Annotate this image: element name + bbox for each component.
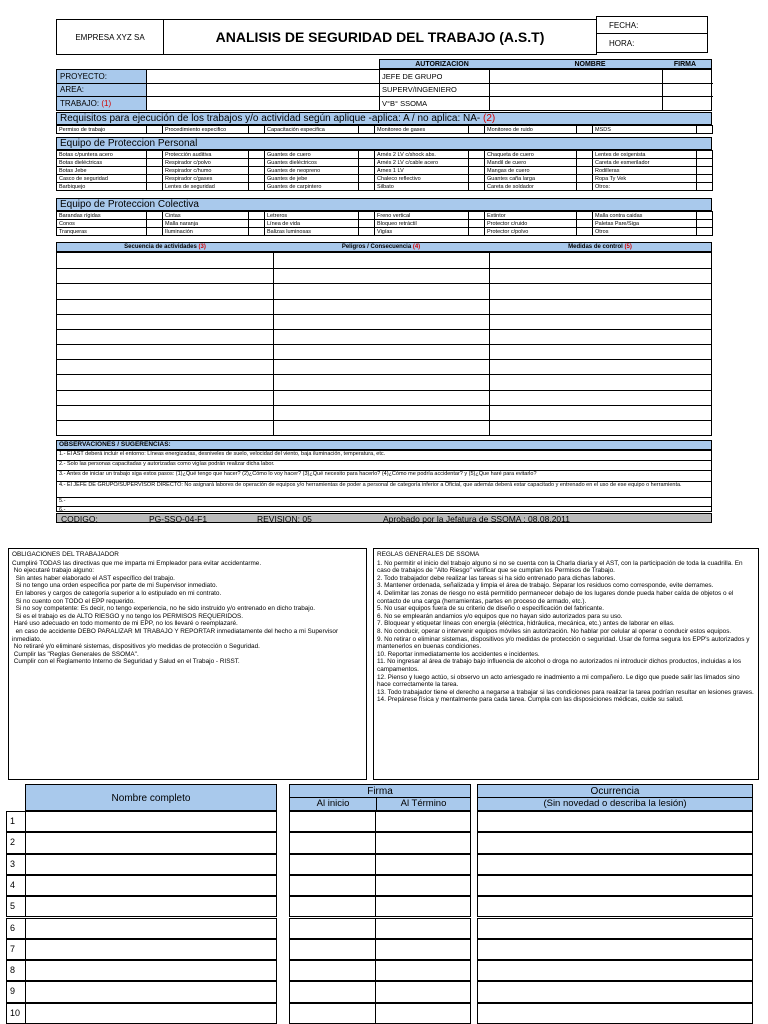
reglas-box <box>373 548 759 780</box>
epc-item: Vigías <box>375 228 469 236</box>
firma-inicio-field[interactable] <box>289 981 376 1002</box>
nombre-field[interactable] <box>25 832 277 853</box>
row-number: 7 <box>10 943 16 954</box>
epp-item: Casco de seguridad <box>57 175 147 183</box>
epp-check[interactable] <box>697 183 713 191</box>
activities-col1 <box>57 243 273 251</box>
epc-check[interactable] <box>469 212 485 220</box>
epp-check[interactable] <box>249 175 265 183</box>
epp-row <box>57 183 713 191</box>
obligacion-line: Cumplir las "Reglas Generales de SSOMA". <box>12 650 139 658</box>
epp-check[interactable] <box>577 183 593 191</box>
activity-row-line <box>57 374 711 375</box>
row-number: 5 <box>10 901 16 912</box>
firma-termino-field[interactable] <box>375 875 471 896</box>
epc-item: Balizas luminosas <box>265 228 359 236</box>
requisitos-title-text: Requisitos para ejecución de los trabajos y/o actividad según aplique -aplica: A / no aplica: NA- <box>60 113 481 124</box>
nombre-field[interactable] <box>25 981 277 1002</box>
regla-line: 6. No se emplearán andamios y/o equipos que no hayan sido autorizados para su uso. <box>377 612 623 620</box>
epp-row <box>57 159 713 167</box>
regla-line: 11. No ingresar al área de trabajo bajo influencia de alcohol o droga no autorizados ni introducir dichos productos, incluidas a los campamentos. <box>377 658 743 673</box>
firma-header <box>289 784 471 811</box>
epp-check[interactable] <box>469 151 485 159</box>
ocurrencia-field[interactable] <box>477 981 753 1002</box>
ocurrencia-field[interactable] <box>477 854 753 875</box>
obligacion-line: No retiraré y/o eliminaré sistemas, dispositivos y/o medidas de protección o Seguridad. <box>12 643 260 651</box>
obs-item: 2.- Solo las personas capacitadas y autorizadas como vigías podrán realizar dicha labor. <box>57 461 711 471</box>
codigo-value: PG-SSO-04-F1 <box>149 514 208 524</box>
auth-col-nombre: NOMBRE <box>574 61 606 68</box>
activities-col3-text: Medidas de control <box>568 244 623 250</box>
epp-check[interactable] <box>577 167 593 175</box>
epc-check[interactable] <box>469 220 485 228</box>
nombre-field[interactable] <box>25 875 277 896</box>
nombre-header <box>25 784 277 811</box>
activities-col3 <box>489 243 711 251</box>
obligaciones-list <box>12 560 363 666</box>
epp-check[interactable] <box>147 175 163 183</box>
epp-check[interactable] <box>359 151 375 159</box>
epp-check[interactable] <box>697 167 713 175</box>
epc-item: Bloqueo retráctil <box>375 220 469 228</box>
epc-item: Línea de vida <box>265 220 359 228</box>
fecha-box <box>596 16 708 34</box>
obligacion-line: Si es el trabajo es de ALTO RIESGO y no tengo los PERMISOS REQUERIDOS. <box>12 612 243 620</box>
obs-item: 4.- El JEFE DE GRUPO/SUPERVISOR DIRECTO: No asignará labores de operación de equipos y/o herramientas de poder a personal de categoría inferior a Oficial, que además deberá estar capacitado y entrenado en el uso de ese equipo o herramienta. <box>57 482 711 498</box>
al-inicio-label: Al inicio <box>316 798 350 809</box>
epp-check[interactable] <box>249 151 265 159</box>
row-number: 2 <box>10 837 16 848</box>
activity-row-line <box>57 314 711 315</box>
requisitos-row <box>57 126 713 134</box>
epp-check[interactable] <box>359 167 375 175</box>
firma-termino-field[interactable] <box>375 854 471 875</box>
regla-line: 3. Mantener ordenada, señalizada y limpia el área de trabajo. Separar los residuos como corresponde, evite derrames. <box>377 582 714 590</box>
row-number: 3 <box>10 858 16 869</box>
req-check[interactable] <box>249 126 265 134</box>
firma-inicio-field[interactable] <box>289 896 376 917</box>
epp-item: Barbiquejo <box>57 183 147 191</box>
obs-item: 6.- <box>59 507 66 513</box>
project-table <box>56 69 712 111</box>
epc-item: Barandas rígidas <box>57 212 147 220</box>
req-item: Procedimiento especifico <box>163 126 249 134</box>
company-name: EMPRESA XYZ SA <box>75 33 145 42</box>
epc-row <box>57 228 713 236</box>
epc-check[interactable] <box>697 228 713 236</box>
epc-item: Protector c/ruido <box>485 220 577 228</box>
obligacion-line: Cumplir con el Reglamento Interno de Seguridad y Salud en el Trabajo - RISST. <box>12 658 240 666</box>
epc-title: Equipo de Proteccion Colectiva <box>60 199 199 210</box>
row-number: 9 <box>10 986 16 997</box>
regla-line: 4. Delimitar las zonas de riesgo no está permitido permanecer debajo de los lugares donde pueda haber caída de objetos o el contacto de una carga (herramientas, partes en proceso de armado, etc.). <box>377 589 736 605</box>
epp-item: Otros: <box>593 183 697 191</box>
req-check[interactable] <box>577 126 593 134</box>
area-field[interactable] <box>148 84 378 96</box>
epc-check[interactable] <box>147 212 163 220</box>
epp-item: Botas dieléctricas <box>57 159 147 167</box>
epp-item: Careta de esmerilador <box>593 159 697 167</box>
epc-check[interactable] <box>577 212 593 220</box>
auth-firma-field-3[interactable] <box>663 97 711 110</box>
row-number: 6 <box>10 922 16 933</box>
requisitos-header <box>56 112 712 125</box>
activity-row-line <box>57 329 711 330</box>
hora-label: HORA: <box>609 39 635 48</box>
auth-col-firma: FIRMA <box>673 61 697 68</box>
proyecto-field[interactable] <box>148 70 378 83</box>
obs-item: 3.- Antes de iniciar un trabajo siga estos pasos: (1)¿Qué tengo que hacer? (2)¿Cómo lo voy hacer? (3)¿Qué necesito para hacerlo? (4)¿Cómo me podría accidentar? y (5)¿Que haré para evitarlo? <box>57 471 711 482</box>
epp-check[interactable] <box>469 167 485 175</box>
page-title: ANALISIS DE SEGURIDAD DEL TRABAJO (A.S.T) <box>215 29 545 45</box>
ocurrencia-field[interactable] <box>477 811 753 832</box>
epp-item: Guantes de neopreno <box>265 167 359 175</box>
activities-col1-num: (3) <box>198 244 206 250</box>
nombre-field[interactable] <box>25 854 277 875</box>
auth-nombre-field-3[interactable] <box>490 97 661 110</box>
regla-line: 7. Bloquear y etiquetar líneas con energía (eléctrica, hidráulica, mecánica, etc.) antes de laborar en ellas. <box>377 620 675 628</box>
trabajo-num: (1) <box>101 99 112 108</box>
epc-check[interactable] <box>249 212 265 220</box>
ocurrencia-field[interactable] <box>477 832 753 853</box>
footer-code-bar <box>56 513 712 523</box>
epc-check[interactable] <box>469 228 485 236</box>
row-number: 8 <box>10 965 16 976</box>
nombre-field[interactable] <box>25 939 277 960</box>
activities-table <box>56 252 712 436</box>
req-check[interactable] <box>147 126 163 134</box>
req-item: Monitoreo de gases <box>375 126 469 134</box>
nombre-field[interactable] <box>25 960 277 981</box>
firma-termino-field[interactable] <box>375 1003 471 1024</box>
epp-check[interactable] <box>577 159 593 167</box>
reglas-list <box>377 560 755 704</box>
row-number-cell <box>6 918 26 939</box>
epp-table <box>56 150 713 191</box>
regla-line: 13. Todo trabajador tiene el derecho a negarse a trabajar si las condiciones para realizar la tarea podrían resultar en lesiones graves. <box>377 688 754 696</box>
area-label: AREA: <box>60 85 85 94</box>
epp-check[interactable] <box>147 167 163 175</box>
epp-item: Respirador c/gases <box>163 175 249 183</box>
req-item: Capacitación especifica <box>265 126 359 134</box>
row-number-cell <box>6 811 26 832</box>
auth-header-row <box>379 59 712 69</box>
epp-check[interactable] <box>577 151 593 159</box>
epp-item: Botas c/puntera acero <box>57 151 147 159</box>
epc-row <box>57 212 713 220</box>
epp-item: Careta de soldador <box>485 183 577 191</box>
epc-check[interactable] <box>249 220 265 228</box>
activities-header <box>56 242 712 252</box>
ocurrencia-field[interactable] <box>477 875 753 896</box>
epp-item: Chaqueta de cuero <box>485 151 577 159</box>
activities-col1-text: Secuencia de actividades <box>124 244 197 250</box>
epp-item: Rodilleras <box>593 167 697 175</box>
codigo-label: CODIGO: <box>61 514 98 524</box>
row-number: 4 <box>10 879 16 890</box>
epc-item: Malla naranja <box>163 220 249 228</box>
epp-item: Silbato <box>375 183 469 191</box>
epp-item: Lentes de oxigenista <box>593 151 697 159</box>
row-number-cell <box>6 832 26 853</box>
firma-inicio-field[interactable] <box>289 1003 376 1024</box>
auth-nombre-field-1[interactable] <box>490 70 661 83</box>
epp-item: Mangas de cuero <box>485 167 577 175</box>
firma-inicio-field[interactable] <box>289 854 376 875</box>
regla-line: 5. No usar equipos fuera de su criterio de diseño o especificación del fabricante. <box>377 605 605 613</box>
obligacion-line: Si no cuento con TODO el EPP requerido. <box>12 597 135 605</box>
obs-item: 1.- El AST deberá incluir el entorno: Líneas energizadas, desniveles de suelo, velocidad del viento, baja iluminación, temperatura, etc. <box>57 451 711 461</box>
firma-termino-field[interactable] <box>375 832 471 853</box>
activity-row-line <box>57 299 711 300</box>
hora-box <box>596 33 708 53</box>
ocurrencia-field[interactable] <box>477 1003 753 1024</box>
obs-item: 5.- <box>57 498 711 507</box>
activities-col3-num: (5) <box>624 244 632 250</box>
epc-check[interactable] <box>359 228 375 236</box>
activity-row-line <box>57 390 711 391</box>
nombre-header-label: Nombre completo <box>111 793 191 804</box>
firma-inicio-field[interactable] <box>289 960 376 981</box>
firma-termino-field[interactable] <box>375 918 471 939</box>
epc-check[interactable] <box>577 228 593 236</box>
req-item: MSDS <box>593 126 697 134</box>
obligacion-line: En labores y cargos de categoría superior a lo estipulado en mi contrato. <box>12 589 222 597</box>
obligaciones-box <box>8 548 367 780</box>
epp-title: Equipo de Proteccion Personal <box>60 138 198 149</box>
epp-row <box>57 151 713 159</box>
epp-check[interactable] <box>249 167 265 175</box>
firma-header-label: Firma <box>367 786 393 797</box>
row-number: 1 <box>10 816 16 826</box>
auth-vobo-ssoma: V°B° SSOMA <box>382 99 428 108</box>
epc-row <box>57 220 713 228</box>
obligacion-line: Si no tengo una orden específica por parte de mi Supervisor inmediato. <box>12 582 218 590</box>
row-number-cell <box>6 854 26 875</box>
ocurrencia-header <box>477 784 753 811</box>
row-number-cell <box>6 1003 26 1024</box>
epp-item: Guantes de carpintero <box>265 183 359 191</box>
epc-check[interactable] <box>359 220 375 228</box>
row-number-cell <box>6 939 26 960</box>
epp-row <box>57 167 713 175</box>
epc-check[interactable] <box>147 228 163 236</box>
activity-row-line <box>57 344 711 345</box>
epp-check[interactable] <box>249 159 265 167</box>
aprobado-text: Aprobado por la Jefatura de SSOMA : 08.08.2011 <box>383 514 570 524</box>
epp-item: Protección auditiva <box>163 151 249 159</box>
epp-item: Mandil de cuero <box>485 159 577 167</box>
activities-col2-text: Peligros / Consecuencia <box>341 244 412 250</box>
epp-check[interactable] <box>359 159 375 167</box>
epp-check[interactable] <box>697 175 713 183</box>
epc-item: Paletas Pare/Siga <box>593 220 697 228</box>
epc-item: Otros <box>593 228 697 236</box>
epp-check[interactable] <box>249 183 265 191</box>
epp-item: Respirador c/polvo <box>163 159 249 167</box>
epp-item: Arnes 1 LV <box>375 167 469 175</box>
firma-termino-field[interactable] <box>375 939 471 960</box>
epp-item: Respirador c/humo <box>163 167 249 175</box>
epp-check[interactable] <box>697 151 713 159</box>
obs-header <box>56 440 712 450</box>
fecha-label: FECHA: <box>609 21 639 30</box>
row-number-cell <box>6 981 26 1002</box>
epp-item: Guantes caña larga <box>485 175 577 183</box>
req-check[interactable] <box>359 126 375 134</box>
requisitos-num: (2) <box>483 113 496 124</box>
ocurrencia-field[interactable] <box>477 918 753 939</box>
epc-check[interactable] <box>697 220 713 228</box>
epc-item: Protector c/polvo <box>485 228 577 236</box>
obligacion-line: Haré uso adecuado en todo momento de mi EPP, no los llevaré o reemplazaré. <box>12 620 238 628</box>
epp-item: Arnés 2 LV c/shock abs. <box>375 151 469 159</box>
revision-text: REVISION: 05 <box>257 514 312 524</box>
epc-item: Conos <box>57 220 147 228</box>
epc-item: Iluminación <box>163 228 249 236</box>
auth-supervisor: SUPERV/INGENIERO <box>382 85 457 94</box>
epc-header <box>56 198 712 211</box>
epp-check[interactable] <box>359 175 375 183</box>
requisitos-title <box>57 114 495 124</box>
req-check[interactable] <box>697 126 713 134</box>
epp-check[interactable] <box>469 159 485 167</box>
obligacion-line: No ejecutaré trabajo alguno: <box>12 567 95 575</box>
auth-firma-field-1[interactable] <box>663 70 711 83</box>
epp-item: Lentes de seguridad <box>163 183 249 191</box>
row-number-cell <box>6 875 26 896</box>
epc-item: Freno vertical <box>375 212 469 220</box>
trabajo-text: TRABAJO: <box>60 99 100 108</box>
auth-col-autorizacion: AUTORIZACION <box>415 61 469 68</box>
ocurrencia-field[interactable] <box>477 896 753 917</box>
reglas-title: REGLAS GENERALES DE SSOMA <box>377 551 480 558</box>
epc-check[interactable] <box>697 212 713 220</box>
regla-line: 8. No conducir, operar o intervenir equipos móviles sin autorización. No hablar por celular al operar o conducir estos equipos. <box>377 627 732 635</box>
activity-row-line <box>57 420 711 421</box>
regla-line: 12. Pienso y luego actúo, si observo un acto arriesgado re inadmiento a mi compañero. Le digo que puede salir las limados sino hace correctamente la tarea. <box>377 673 742 689</box>
regla-line: 10. Reportar inmediatamente los accidentes e incidentes. <box>377 650 540 658</box>
activity-row-line <box>57 283 711 284</box>
epp-item: Guantes de cuero <box>265 151 359 159</box>
epc-check[interactable] <box>249 228 265 236</box>
epc-item: Extintor <box>485 212 577 220</box>
ocurrencia-field[interactable] <box>477 939 753 960</box>
nombre-field[interactable] <box>25 918 277 939</box>
obligaciones-title: OBLIGACIONES DEL TRABAJADOR <box>12 551 119 558</box>
epc-item: Cintas <box>163 212 249 220</box>
epp-item: Ropa Ty Vek <box>593 175 697 183</box>
title-box <box>163 19 597 55</box>
epp-item: Arnés 2 LV c/cable acero <box>375 159 469 167</box>
obligacion-line: Cumpliré TODAS las directivas que me imparta mi Empleador para evitar accidentarme. <box>12 559 262 567</box>
firma-inicio-field[interactable] <box>289 918 376 939</box>
firma-termino-field[interactable] <box>375 811 471 832</box>
firma-inicio-field[interactable] <box>289 939 376 960</box>
obligacion-line: Si no soy competente: Es decir, no tengo experiencia, no he sido instruido y/o entrenado en dicho trabajo. <box>12 605 316 613</box>
epp-header <box>56 137 712 150</box>
auth-firma-field-2[interactable] <box>663 84 711 96</box>
req-check[interactable] <box>469 126 485 134</box>
firma-inicio-field[interactable] <box>289 811 376 832</box>
epp-check[interactable] <box>697 159 713 167</box>
epp-check[interactable] <box>469 175 485 183</box>
activities-col2 <box>273 243 489 251</box>
firma-inicio-field[interactable] <box>289 832 376 853</box>
regla-line: 1. No permitir el inicio del trabajo alguno si no se cuenta con la Charla diaria y el AST, con la participación de toda la cuadrilla. En caso de trabajos de "Alto Riesgo" verificar que se cumplan los Permisos de Trabajo. <box>377 559 745 575</box>
proyecto-label: PROYECTO: <box>60 72 107 81</box>
regla-line: 14. Prepárese física y mentalmente para cada tarea. Cumpla con las disposiciones médicas, cuide su salud. <box>377 696 684 704</box>
row-number: 10 <box>10 1007 21 1018</box>
epp-check[interactable] <box>469 183 485 191</box>
obs-title: OBSERVACIONES / SUGERENCIAS: <box>59 441 171 448</box>
requisitos-table <box>56 125 713 134</box>
activity-row-line <box>57 405 711 406</box>
auth-jefe-grupo: JEFE DE GRUPO <box>382 72 443 81</box>
epp-check[interactable] <box>147 183 163 191</box>
regla-line: 9. No retirar o eliminar sistemas, dispositivos y/o medidas de protección o seguridad. Usar de forma segura los EPP's autorizados y mantenerlos en buenas condiciones. <box>377 635 752 651</box>
activities-col2-num: (4) <box>412 244 421 250</box>
firma-inicio-field[interactable] <box>289 875 376 896</box>
epp-check[interactable] <box>359 183 375 191</box>
obligacion-line: Sin antes haber elaborado el AST específico del trabajo. <box>12 574 175 582</box>
epc-check[interactable] <box>147 220 163 228</box>
epp-item: Chaleco reflectivo <box>375 175 469 183</box>
req-item: Permiso de trabajo <box>57 126 147 134</box>
firma-termino-field[interactable] <box>375 960 471 981</box>
nombre-field[interactable] <box>25 811 277 832</box>
obligacion-line: en caso de accidente DEBO PARALIZAR MI TRABAJO Y REPORTAR inmediatamente del hecho a mi Supervisor inmediato. <box>12 627 340 643</box>
epc-item: Malla contra caidas <box>593 212 697 220</box>
epc-item: Tranqueras <box>57 228 147 236</box>
epp-check[interactable] <box>147 151 163 159</box>
activity-row-line <box>57 268 711 269</box>
epp-check[interactable] <box>147 159 163 167</box>
auth-nombre-field-2[interactable] <box>490 84 661 96</box>
epc-check[interactable] <box>359 212 375 220</box>
epp-row <box>57 175 713 183</box>
company-box <box>56 19 164 55</box>
epp-item: Guantes dieléctricos <box>265 159 359 167</box>
ocurrencia-label: Ocurrencia <box>590 786 640 797</box>
epc-check[interactable] <box>577 220 593 228</box>
epc-item: Letreros <box>265 212 359 220</box>
epp-item: Botas Jebe <box>57 167 147 175</box>
req-item: Monitoreo de ruido <box>485 126 577 134</box>
row-number-cell <box>6 896 26 917</box>
epp-item: Guantes de jebe <box>265 175 359 183</box>
firma-termino-field[interactable] <box>375 896 471 917</box>
trabajo-field[interactable] <box>148 97 378 110</box>
obs-body <box>56 450 712 512</box>
epp-check[interactable] <box>577 175 593 183</box>
signature-table <box>6 784 759 1024</box>
epc-table <box>56 211 713 236</box>
nombre-field[interactable] <box>25 896 277 917</box>
firma-termino-field[interactable] <box>375 981 471 1002</box>
activity-row-line <box>57 359 711 360</box>
row-number-cell <box>6 960 26 981</box>
trabajo-label <box>60 99 111 109</box>
nombre-field[interactable] <box>25 1003 277 1024</box>
al-termino-label: Al Término <box>400 798 447 809</box>
ocurrencia-field[interactable] <box>477 960 753 981</box>
ocurrencia-sub-label: (Sin novedad o describa la lesión) <box>543 798 687 809</box>
regla-line: 2. Todo trabajador debe realizar las tareas si ha sido entrenado para dichas labores. <box>377 574 616 582</box>
